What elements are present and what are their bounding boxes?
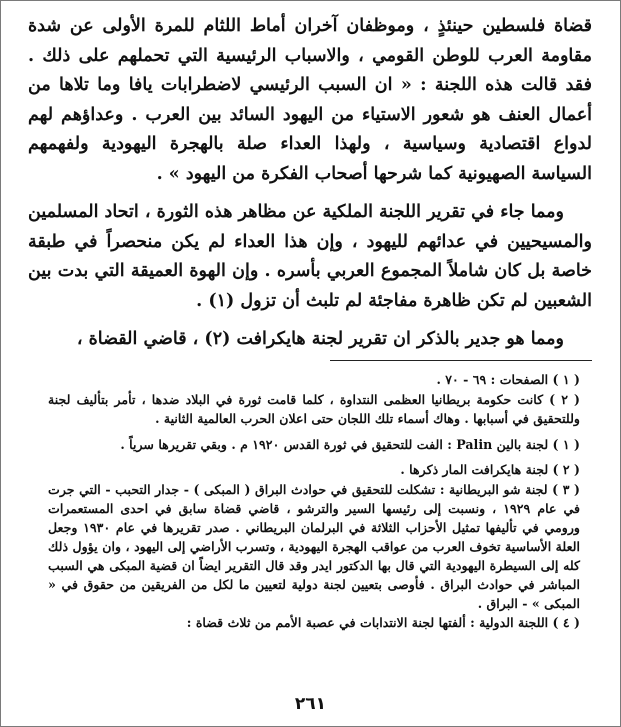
body-paragraph-3: ومما هو جدير بالذكر ان تقرير لجنة هايكرافت (٢) ، قاضي القضاة ، xyxy=(76,329,564,349)
footnote-2-item-4: ( ٤ ) اللجنة الدولية : ألفتها لجنة الانتدابات في عصبة الأمم من ثلاث قضاة : xyxy=(186,614,580,630)
page-number: ٢٦١ xyxy=(294,694,327,714)
footnote-1: ( ١ ) الصفحات : ٦٩ - ٧٠ . xyxy=(436,372,580,387)
footnotes xyxy=(48,370,580,633)
footnote-2-item-1: ( ١ ) لجنة بالين Palin : الفت للتحقيق في ثورة القدس ١٩٢٠ م . وبقي تقريرها سرياً . xyxy=(120,436,580,452)
footnote-2-item-2: ( ٢ ) لجنة هايكرافت المار ذكرها . xyxy=(400,462,580,478)
body-paragraph-2: ومما جاء في تقرير اللجنة الملكية عن مظاهر هذه الثورة ، اتحاد المسلمين والمسيحيين في عدائهم لليهود ، وإن هذا العداء لم يكن منحصراً في طبقة خاصة بل كان شاملاً المجموع العربي بأسره . وإن الهوة العميقة التي بدت بين الشعبين لم تكن ظاهرة مفاجئة لم تلبث أن تزول (١) . xyxy=(28,202,592,311)
main-text xyxy=(28,12,592,364)
body-paragraph-1: قضاة فلسطين حينئذٍ ، وموظفان آخران أماط اللثام للمرة الأولى عن شدة مقاومة العرب للوطن القومي ، والاسباب الرئيسية التي تحملهم على ذلك . فقد قالت هذه اللجنة : « ان السبب الرئيسي لاضطرابات يافا وما تلاها من أعمال العنف هو شعور الاستياء من اليهود السائد بين العرب . وعداؤهم لهم لدواع اقتصادية وسياسية ، ولهذا العداء صلة بالهجرة اليهودية ولفهمهم السياسة الصهيونية كما شرحها أصحاب الفكرة من اليهود » . xyxy=(28,16,592,184)
footnote-2-item-3: ( ٣ ) لجنة شو البريطانية : تشكلت للتحقيق في حوادث البراق ( المبكى ) - جدار التحبب - التي جرت في عام ١٩٢٩ ، ونسبت إلى رئيسها السير والترشو ، قاضي قضاة سابق في احدى المستعمرات ورومي في تأليفها تمثيل الأحزاب الثلاثة في البرلمان البريطاني . صدر تقريرها في عام ١٩٣٠ وجعل العلة الأساسية تخوف العرب من عواقب الهجرة اليهودية ، وتسرب الأراضي إلى اليهود ، وان يؤول ذلك كله إلى السيطرة اليهودية التي قال بها الدكتور ايدر وقد قال التقرير ايضاً ان قضية المبكى هي السبب المباشر في حوادث البراق . فأوصى بتعيين لجنة دولية لتعيين ما لكل من الفريقين من حقوق في « المبكى » - البراق . xyxy=(48,481,580,611)
footnote-2: ( ٢ ) كانت حكومة بريطانيا العظمى النتداوة ، كلما قامت ثورة في البلاد ضدها ، تأمر بتأليف لجنة وللتحقيق في أسبابها . وهاك أسماء تلك اللجان حتى اعلان الحرب العالمية الثانية . xyxy=(48,391,581,427)
footnote-divider xyxy=(330,360,592,361)
